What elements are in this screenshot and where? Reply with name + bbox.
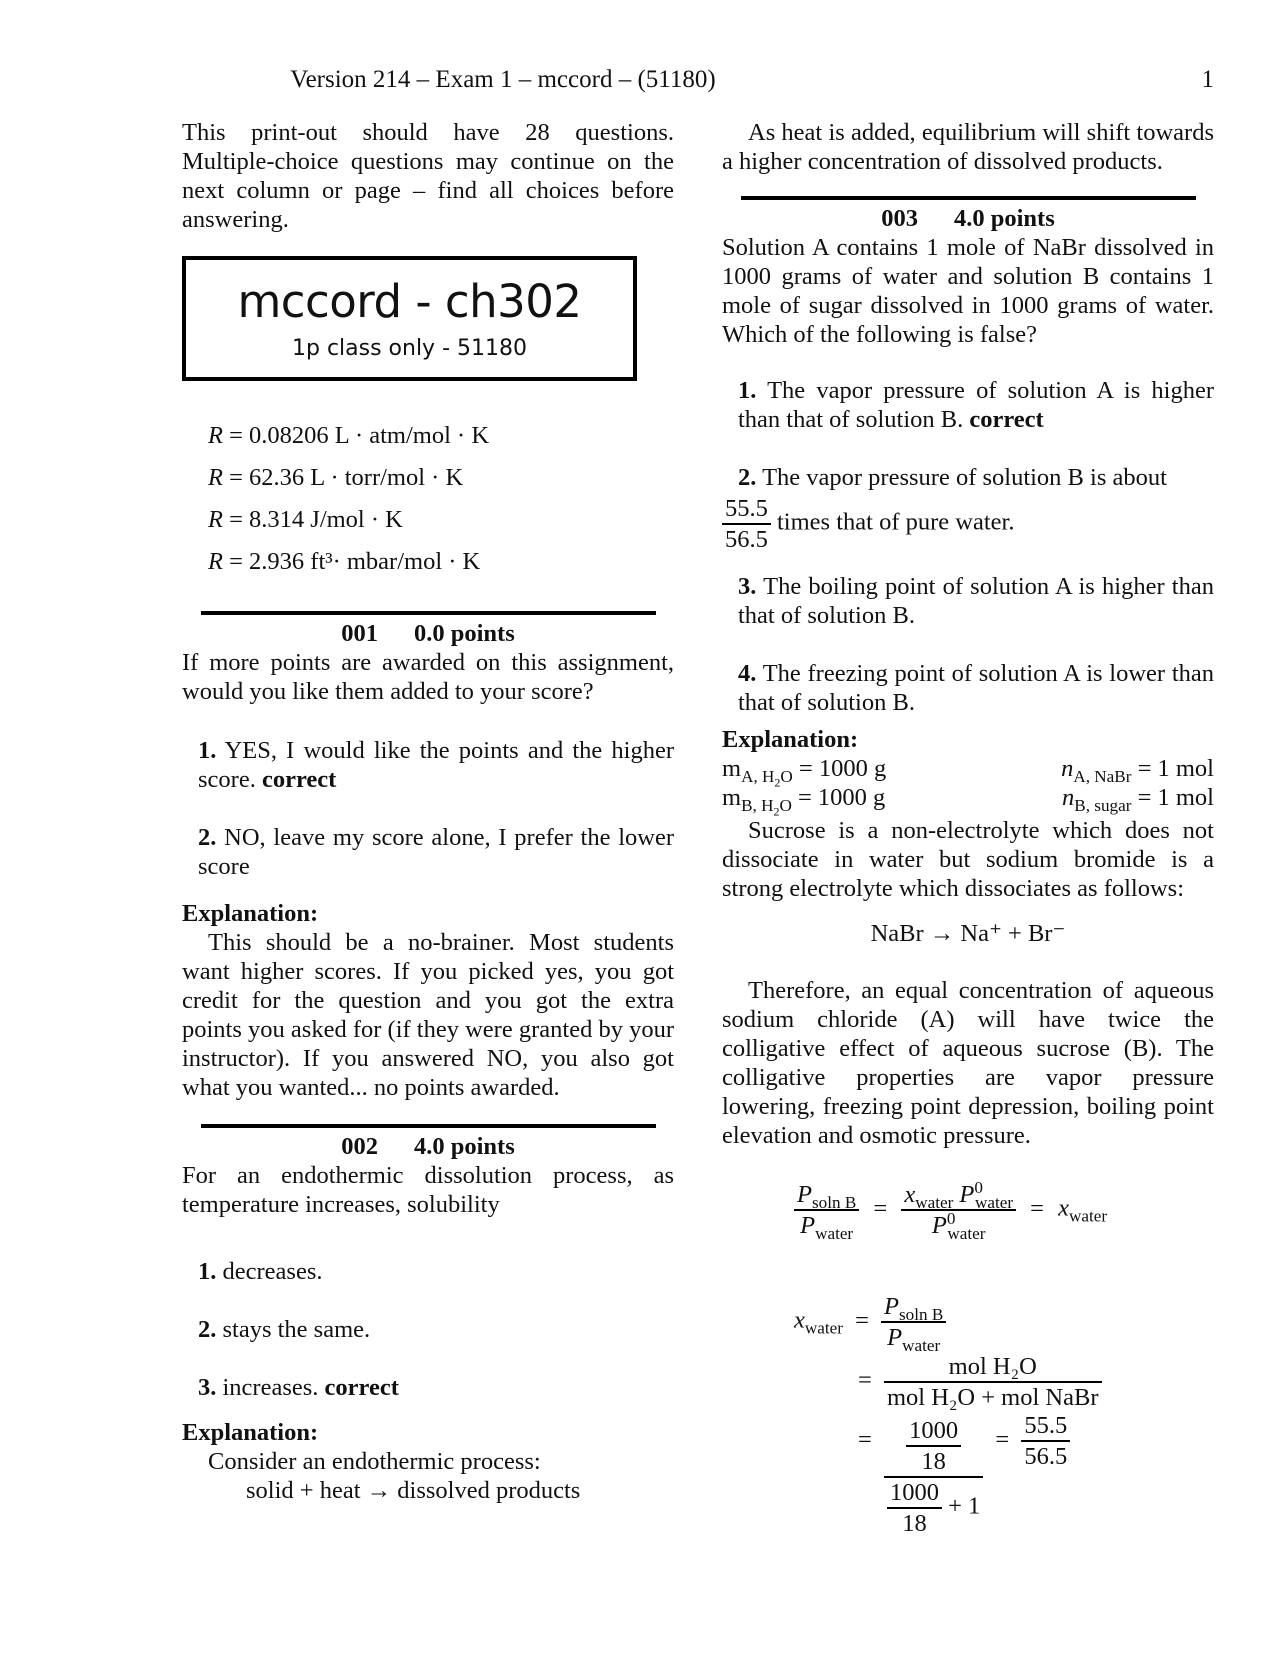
question-points: 4.0 points: [953, 205, 1055, 232]
course-subtitle: 1p class only - 51180: [291, 336, 527, 361]
choice-item[interactable]: 3. increases. correct: [198, 1374, 399, 1401]
question-header-002: [182, 1132, 674, 1161]
explanation-label: Explanation:: [182, 900, 319, 927]
choice-item[interactable]: 2. stays the same.: [198, 1316, 371, 1343]
raoult-equation: $\frac{P_{soln B}}{P_{water}}$ = $\frac{x_{water} P^0_{water}}{P^0_{water}}$ = $x_{water}$: [794, 1180, 1214, 1252]
explanation-line: solid + heat → dissolved products: [246, 1477, 581, 1504]
explanation-label: Explanation:: [182, 1419, 319, 1446]
moles-b: $n_{B, sugar} = 1$ mol: [1062, 784, 1214, 815]
right-column: [722, 118, 1215, 1537]
question-divider: [201, 1124, 656, 1128]
course-title: mccord - ch302: [237, 275, 582, 328]
question-text-002: For an endothermic dissolution process, as temperature increases, solubility: [182, 1162, 674, 1218]
constant-row: R = 62.36 L · torr/mol · K: [208, 464, 464, 491]
question-text-001: If more points are awarded on this assignment, would you like them added to your score?: [182, 649, 674, 705]
choices-003: [722, 376, 1214, 717]
page-number: 1: [1201, 66, 1214, 93]
question-number: 002: [341, 1133, 378, 1160]
choice-item[interactable]: 3. The boiling point of solution A is higher than that of solution B.: [738, 573, 1214, 629]
explanation-line: Consider an endothermic process:: [208, 1448, 541, 1475]
page-header: [0, 66, 1280, 100]
left-column: [182, 118, 674, 1505]
q002-continuation: As heat is added, equilibrium will shift towards a higher concentration of dissolved products.: [722, 119, 1214, 175]
question-header-003: [722, 204, 1214, 233]
correct-mark: correct: [969, 406, 1044, 433]
correct-mark: correct: [324, 1374, 399, 1401]
explanation-para: Sucrose is a non-electrolyte which does not dissociate in water but sodium bromide is a strong electrolyte which dissociates as follows:: [722, 817, 1214, 902]
question-header-001: [182, 619, 674, 648]
explanation-para: Therefore, an equal concentration of aqueous sodium chloride (A) will have twice the colligative effect of aqueous sucrose (B). The colligative properties are vapor pressure lowering, freezing point depression, boiling point elevation and osmotic pressure.: [722, 977, 1214, 1149]
header-title: Version 214 – Exam 1 – mccord – (51180): [290, 66, 716, 93]
question-number: 001: [341, 620, 378, 647]
gas-constants: [208, 415, 674, 583]
choice-item[interactable]: 1. The vapor pressure of solution A is higher than that of solution B. correct: [738, 377, 1214, 433]
constant-row: R = 0.08206 L · atm/mol · K: [208, 422, 490, 449]
mass-a: $m_{A, H_2O} = 1000$ g: [722, 755, 887, 790]
course-logo-box: [182, 256, 637, 381]
choices-001: [182, 736, 674, 881]
choices-002: [182, 1257, 674, 1402]
explanation-text-001: This should be a no-brainer. Most students want higher scores. If you picked yes, you got credit for the question and you got the extra points you asked for (if they were granted by your instructor). If you answered NO, you also got what you wanted... no points awarded.: [182, 929, 674, 1101]
question-divider: [741, 196, 1196, 200]
intro-text: This print-out should have 28 questions. Multiple-choice questions may continue on the next column or page – find all choices before answering.: [182, 119, 674, 233]
choice-item[interactable]: 2. NO, leave my score alone, I prefer the lower score: [198, 824, 675, 880]
question-points: 4.0 points: [413, 1133, 515, 1160]
moles-a: $n_{A, NaBr} = 1$ mol: [1061, 755, 1214, 786]
choice-item[interactable]: 4. The freezing point of solution A is lower than that of solution B.: [738, 660, 1215, 716]
mole-fraction-equation: $x_{water}$ = $\frac{P_{soln B}}{P_{water}}$ = $\frac{\text{mol H₂O}}{\text{mol H₂O + mol NaBr}}$ = $\frac{1000}{18}$ $\frac{1000}{18}$ + 1 = $\frac{55.5}{56.5}$: [722, 1280, 1214, 1520]
choice-item[interactable]: 1. YES, I would like the points and the higher score. correct: [198, 737, 675, 793]
question-points: 0.0 points: [413, 620, 515, 647]
dissociation-equation: NaBr → Na⁺ + Br⁻: [870, 920, 1066, 947]
constant-row: R = 8.314 J/mol · K: [208, 506, 403, 533]
correct-mark: correct: [261, 766, 337, 793]
constant-row: R = 2.936 ft³· mbar/mol · K: [208, 548, 481, 575]
ratio-fraction: $\frac{55.5}{56.5}$: [722, 494, 771, 554]
given-quantities: [722, 754, 1214, 819]
choice-item[interactable]: 2. The vapor pressure of solution B is about $\frac{55.5}{56.5}$ times that of pure water.: [722, 463, 1214, 554]
question-text-003: Solution A contains 1 mole of NaBr dissolved in 1000 grams of water and solution B contains 1 mole of sugar dissolved in 1000 grams of water. Which of the following is false?: [722, 234, 1214, 348]
mass-b: $m_{B, H_2O} = 1000$ g: [722, 784, 886, 819]
choice-item[interactable]: 1. decreases.: [198, 1258, 323, 1285]
question-divider: [201, 611, 656, 615]
explanation-label: Explanation:: [722, 726, 859, 753]
question-number: 003: [881, 205, 918, 232]
